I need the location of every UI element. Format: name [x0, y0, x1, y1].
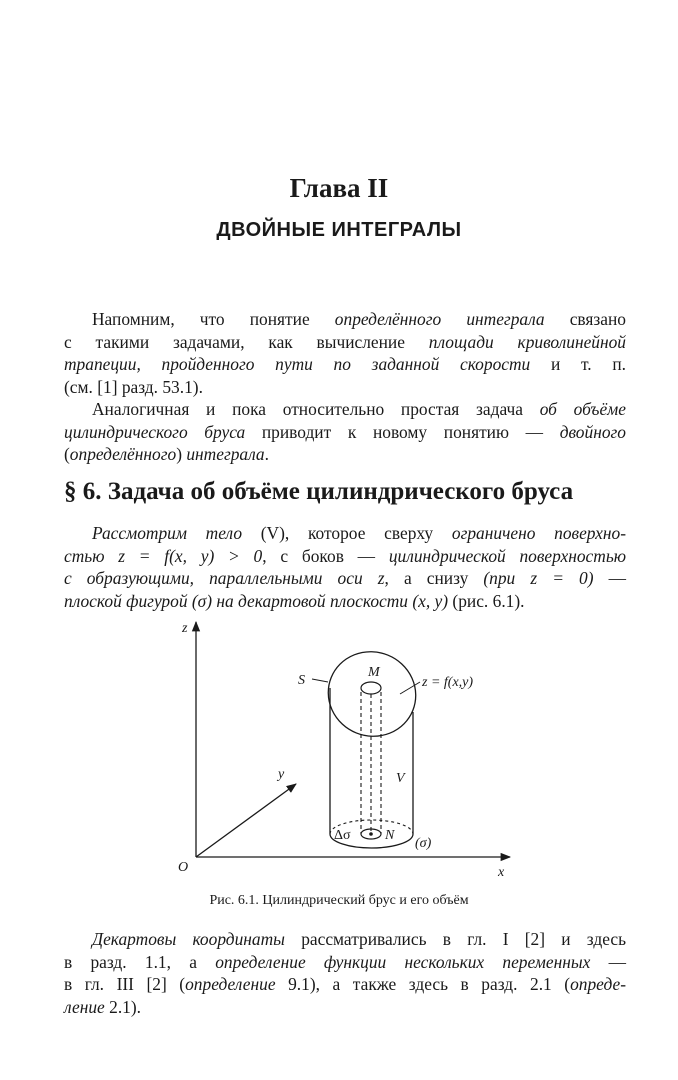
- text-line: (определённого) интеграла.: [64, 444, 269, 464]
- text-line: ление 2.1).: [64, 996, 142, 1017]
- v-label: V: [396, 771, 405, 786]
- text-line: трапеции, пройденного пути по заданной скорости и т. п.: [64, 354, 626, 374]
- s-label: S: [298, 673, 305, 688]
- intro-paragraph-2: [64, 398, 626, 466]
- bottom-paragraph: [64, 928, 626, 1018]
- z-axis-label: z: [182, 621, 188, 636]
- delta-sigma-label: Δσ: [334, 828, 351, 843]
- text-line: Аналогичная и пока относительно простая задача об объёме: [92, 399, 626, 419]
- chapter-title: Глава II: [289, 173, 389, 203]
- n-label: N: [385, 828, 395, 843]
- section-paragraph: [64, 522, 626, 612]
- text-line: стью z = f(x, y) > 0, с боков — цилиндрической поверхностью: [64, 545, 626, 566]
- text-line: Рассмотрим тело (V), которое сверху ограничено поверхно-: [92, 523, 626, 543]
- intro-paragraph-1: [64, 308, 626, 398]
- x-axis-label: x: [498, 865, 505, 880]
- text-line: Декартовы координаты рассматривались в гл. I [2] и здесь: [92, 929, 626, 949]
- origin-label: O: [178, 860, 189, 875]
- text-line: цилиндрического бруса приводит к новому понятию — двойного: [64, 421, 626, 442]
- sigma-label: (σ): [415, 836, 432, 851]
- text-line: с такими задачами, как вычисление площади криволинейной: [64, 331, 627, 352]
- figure-caption: Рис. 6.1. Цилиндрический брус и его объём: [209, 893, 469, 908]
- text-line: (см. [1] разд. 53.1).: [64, 376, 203, 397]
- s-leader-line: [312, 679, 328, 682]
- cylinder-figure: [160, 612, 520, 882]
- y-axis-label: y: [278, 767, 285, 782]
- text-line: Напомним, что понятие определённого интеграла связано: [92, 309, 627, 329]
- section-heading: § 6. Задача об объёме цилиндрического бруса: [64, 478, 574, 505]
- text-line: плоской фигурой (σ) на декартовой плоскости (x, y) (рис. 6.1).: [64, 590, 525, 611]
- m-label: M: [368, 665, 380, 680]
- point-n-marker: [369, 832, 373, 836]
- surface-label: z = f(x,y): [422, 675, 474, 690]
- text-line: в гл. III [2] (определение 9.1), а также здесь в разд. 2.1 (опреде-: [64, 974, 626, 994]
- chapter-subtitle: ДВОЙНЫЕ ИНТЕГРАЛЫ: [216, 219, 462, 241]
- surface-leader-line: [400, 682, 420, 694]
- text-line: в разд. 1.1, а определение функции нескольких переменных —: [64, 951, 627, 972]
- point-m-marker: [361, 682, 381, 694]
- y-axis: [196, 784, 296, 857]
- text-line: с образующими, параллельными оси z, а снизу (при z = 0) —: [64, 568, 626, 588]
